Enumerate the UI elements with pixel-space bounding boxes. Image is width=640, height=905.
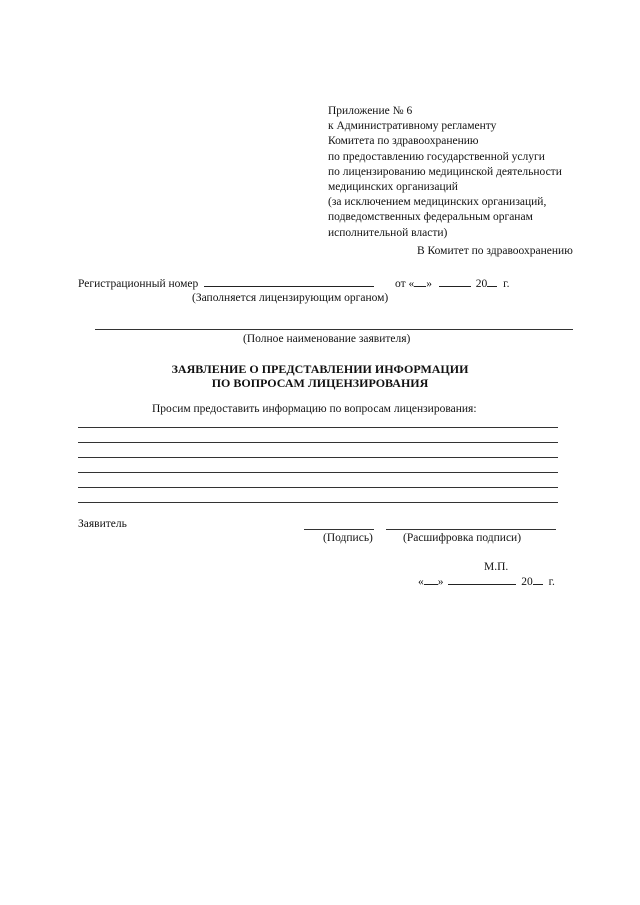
registration-line <box>78 277 509 290</box>
signature-decode-caption: (Расшифровка подписи) <box>403 532 522 544</box>
appendix-line: Комитета по здравоохранению <box>328 135 479 148</box>
registration-year-field[interactable] <box>487 277 497 287</box>
date-day-field[interactable] <box>424 575 438 585</box>
date-open-quote: « <box>418 576 424 588</box>
request-line[interactable] <box>78 487 558 488</box>
appendix-line: по предоставлению государственной услуги <box>328 150 545 163</box>
registration-quote-close: » <box>426 278 433 290</box>
appendix-line: исполнительной власти) <box>328 226 448 239</box>
date-year-prefix: 20 <box>521 576 533 588</box>
appendix-line: (за исключением медицинских организаций, <box>328 196 547 209</box>
appendix-line: по лицензированию медицинской деятельности <box>328 165 562 178</box>
applicant-name-field[interactable] <box>95 329 573 330</box>
appendix-line: подведомственных федеральным органам <box>328 211 533 224</box>
date-close-quote: » <box>437 576 444 588</box>
registration-year-suffix: г. <box>503 278 510 290</box>
request-line[interactable] <box>78 472 558 473</box>
signature-date <box>418 575 555 588</box>
document-title: ЗАЯВЛЕНИЕ О ПРЕДСТАВЛЕНИИ ИНФОРМАЦИИ <box>171 362 469 376</box>
registration-caption: (Заполняется лицензирующим органом) <box>192 292 389 304</box>
date-year-suffix: г. <box>548 576 555 588</box>
appendix-line: к Административному регламенту <box>328 120 497 133</box>
stamp-label: М.П. <box>484 561 509 573</box>
addressee: В Комитет по здравоохранению <box>417 245 573 257</box>
registration-from-label: от « <box>395 278 415 290</box>
document-title-line2: ПО ВОПРОСАМ ЛИЦЕНЗИРОВАНИЯ <box>211 376 429 390</box>
appendix-line: Приложение № 6 <box>328 105 413 117</box>
appendix-header <box>328 104 562 241</box>
date-year-field[interactable] <box>533 575 543 585</box>
registration-label: Регистрационный номер <box>78 278 199 290</box>
appendix-line: медицинских организаций <box>328 181 458 194</box>
signature-caption: (Подпись) <box>323 532 373 544</box>
applicant-label: Заявитель <box>78 518 127 530</box>
signature-decode-field[interactable] <box>386 529 556 530</box>
registration-day-field[interactable] <box>414 277 426 287</box>
registration-month-field[interactable] <box>439 277 471 287</box>
request-text: Просим предоставить информацию по вопросам лицензирования: <box>152 403 477 415</box>
applicant-name-caption: (Полное наименование заявителя) <box>243 333 411 345</box>
request-line[interactable] <box>78 427 558 428</box>
registration-number-field[interactable] <box>204 277 374 287</box>
request-line[interactable] <box>78 442 558 443</box>
registration-year-prefix: 20 <box>475 278 488 290</box>
signature-field[interactable] <box>304 529 374 530</box>
date-month-field[interactable] <box>448 575 516 585</box>
request-line[interactable] <box>78 457 558 458</box>
request-line[interactable] <box>78 502 558 503</box>
